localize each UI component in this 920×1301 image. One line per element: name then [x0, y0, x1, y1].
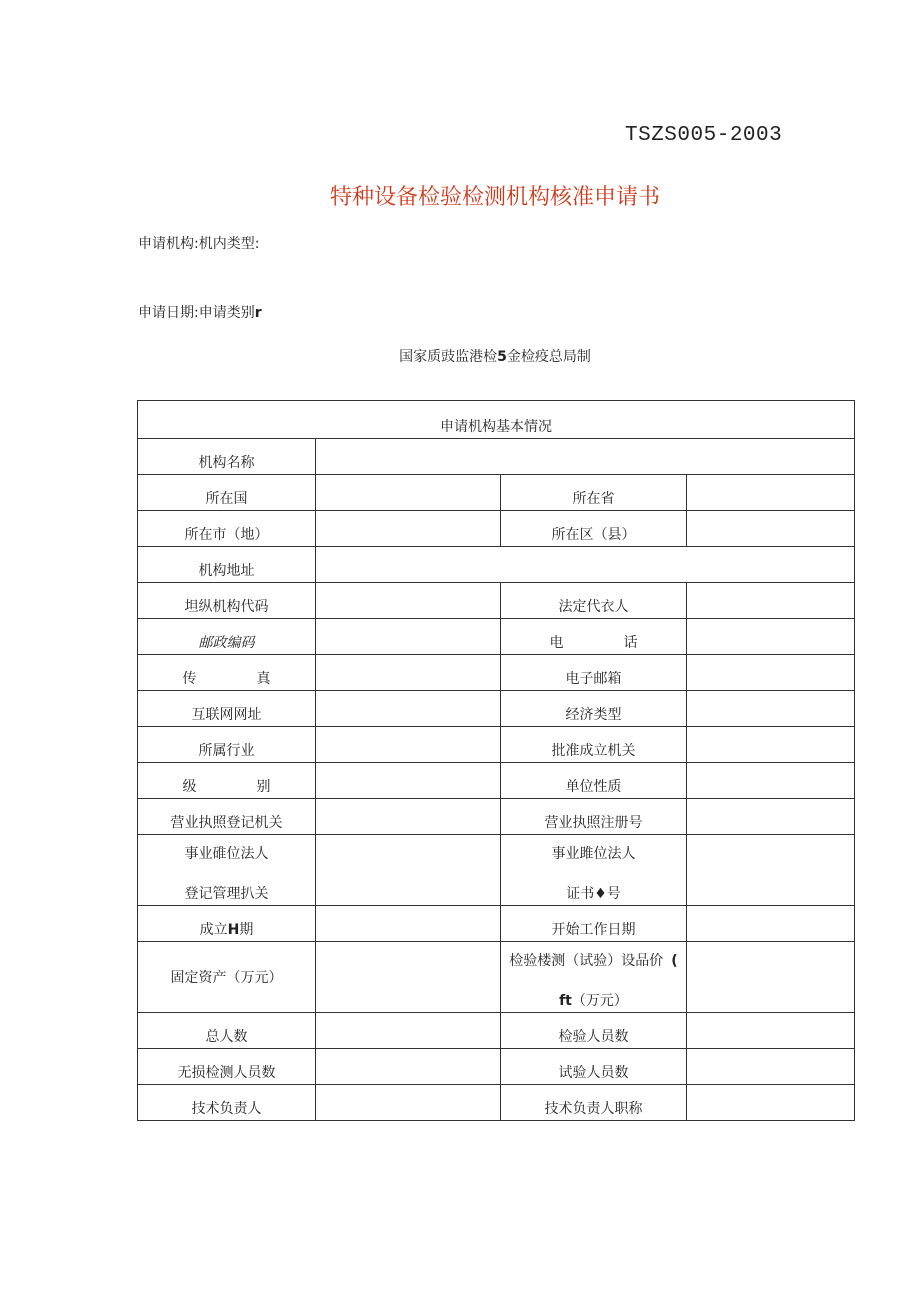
table-row	[138, 727, 855, 763]
table-row	[138, 1085, 855, 1121]
fixed-assets-field[interactable]	[316, 942, 501, 1013]
issuer-line	[0, 346, 920, 366]
label-license-no: 营业执照注册号	[501, 799, 687, 835]
table-row	[138, 1049, 855, 1085]
license-no-field[interactable]	[687, 799, 855, 835]
inspectors-field[interactable]	[687, 1013, 855, 1049]
total-staff-field[interactable]	[316, 1013, 501, 1049]
public-inst-cert-field[interactable]	[687, 835, 855, 906]
label-postcode: 邮政编码	[138, 619, 316, 655]
table-row	[138, 475, 855, 511]
table-row	[138, 619, 855, 655]
phone-field[interactable]	[687, 619, 855, 655]
label-est-date: 成立H期	[138, 906, 316, 942]
email-field[interactable]	[687, 655, 855, 691]
ndt-staff-field[interactable]	[316, 1049, 501, 1085]
document-code: TSZS005-2003	[625, 124, 783, 147]
label-testers: 试验人员数	[501, 1049, 687, 1085]
basic-info-table	[137, 400, 855, 1121]
equipment-value-field[interactable]	[687, 942, 855, 1013]
label-work-start-date: 开始工作日期	[501, 906, 687, 942]
label-ndt-staff: 无损检测人员数	[138, 1049, 316, 1085]
table-row	[138, 799, 855, 835]
table-row	[138, 942, 855, 1013]
label-unit-nature: 单位性质	[501, 763, 687, 799]
table-row	[138, 511, 855, 547]
label-legal-rep: 法定代衣人	[501, 583, 687, 619]
label-total-staff: 总人数	[138, 1013, 316, 1049]
table-row	[138, 655, 855, 691]
industry-field[interactable]	[316, 727, 501, 763]
label-org-code: 坦纵机构代码	[138, 583, 316, 619]
work-start-date-field[interactable]	[687, 906, 855, 942]
apply-date-category-line	[138, 302, 262, 322]
city-field[interactable]	[316, 511, 501, 547]
label-tech-lead: 技术负责人	[138, 1085, 316, 1121]
website-field[interactable]	[316, 691, 501, 727]
label-public-inst-reg: 事业碓位法人 登记管理扒关	[138, 835, 316, 906]
unit-nature-field[interactable]	[687, 763, 855, 799]
org-code-field[interactable]	[316, 583, 501, 619]
issuer-prefix: 国家质豉监港检	[399, 349, 498, 365]
label-phone: 电 话	[501, 619, 687, 655]
table-row	[138, 439, 855, 475]
applicant-org-type-line	[138, 233, 259, 253]
label-fax: 传 真	[138, 655, 316, 691]
table-row	[138, 547, 855, 583]
license-authority-field[interactable]	[316, 799, 501, 835]
label-org-name: 机构名称	[138, 439, 316, 475]
label-email: 电子邮箱	[501, 655, 687, 691]
document-title: 特种设备检验检测机构核准申请书	[329, 185, 660, 210]
label-district: 所在区（县）	[501, 511, 687, 547]
table-row	[138, 691, 855, 727]
level-field[interactable]	[316, 763, 501, 799]
issuer-suffix: 金检疫总局制	[506, 349, 591, 365]
tech-lead-field[interactable]	[316, 1085, 501, 1121]
table-row	[138, 1013, 855, 1049]
section-title: 申请机构基本情况	[138, 401, 855, 439]
label-public-inst-cert: 事业雎位法人 证书♦号	[501, 835, 687, 906]
apply-date-category-suffix: r	[254, 305, 262, 321]
postcode-field[interactable]	[316, 619, 501, 655]
table-row	[138, 763, 855, 799]
label-province: 所在省	[501, 475, 687, 511]
est-date-field[interactable]	[316, 906, 501, 942]
tech-lead-title-field[interactable]	[687, 1085, 855, 1121]
apply-date-category-text: 申请日期:申请类别	[138, 305, 255, 321]
legal-rep-field[interactable]	[687, 583, 855, 619]
label-city: 所在市（地）	[138, 511, 316, 547]
label-econ-type: 经济类型	[501, 691, 687, 727]
table-row	[138, 583, 855, 619]
applicant-org-type-text: 申请机构:机内类型:	[138, 236, 260, 252]
testers-field[interactable]	[687, 1049, 855, 1085]
label-industry: 所属行业	[138, 727, 316, 763]
econ-type-field[interactable]	[687, 691, 855, 727]
approval-authority-field[interactable]	[687, 727, 855, 763]
country-field[interactable]	[316, 475, 501, 511]
org-name-field[interactable]	[316, 439, 855, 475]
district-field[interactable]	[687, 511, 855, 547]
table-row	[138, 401, 855, 439]
address-field[interactable]	[316, 547, 855, 583]
label-tech-lead-title: 技术负责人职称	[501, 1085, 687, 1121]
label-website: 互联网网址	[138, 691, 316, 727]
issuer-mid: 5	[497, 349, 507, 365]
label-address: 机构地址	[138, 547, 316, 583]
province-field[interactable]	[687, 475, 855, 511]
public-inst-reg-field[interactable]	[316, 835, 501, 906]
table-row	[138, 835, 855, 906]
label-country: 所在国	[138, 475, 316, 511]
label-fixed-assets: 固定资产（万元）	[138, 942, 316, 1013]
label-approval-authority: 批准成立机关	[501, 727, 687, 763]
label-license-authority: 营业执照登记机关	[138, 799, 316, 835]
label-level: 级 别	[138, 763, 316, 799]
label-inspectors: 检验人员数	[501, 1013, 687, 1049]
fax-field[interactable]	[316, 655, 501, 691]
table-row	[138, 906, 855, 942]
label-equipment-value: 检验楼测（试验）设品价 ( ft（万元）	[501, 942, 687, 1013]
